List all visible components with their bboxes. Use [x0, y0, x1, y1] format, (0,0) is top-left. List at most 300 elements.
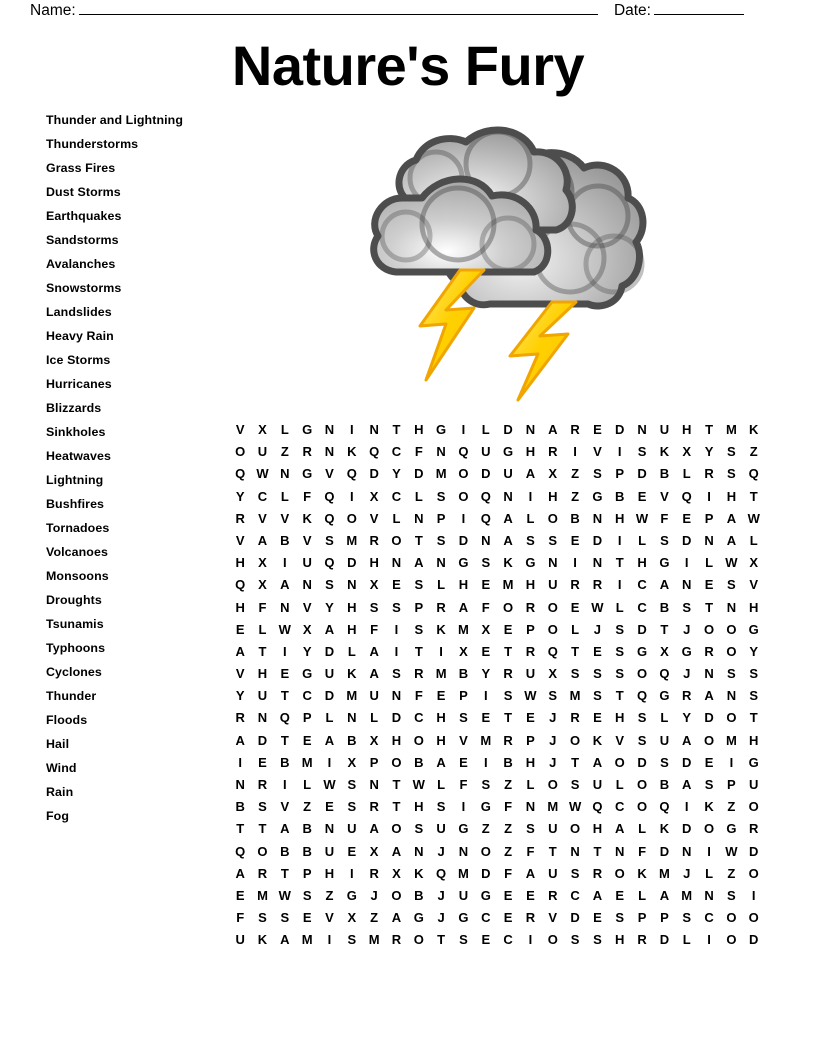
grid-cell[interactable]: E — [481, 710, 491, 726]
grid-cell[interactable]: K — [659, 821, 670, 837]
grid-cell[interactable]: O — [458, 488, 469, 504]
grid-cell[interactable]: V — [235, 532, 245, 548]
grid-cell[interactable]: A — [592, 754, 603, 770]
grid-cell[interactable]: V — [280, 799, 290, 815]
grid-cell[interactable]: N — [391, 688, 402, 704]
grid-cell[interactable]: C — [257, 488, 268, 504]
grid-cell[interactable]: V — [235, 422, 245, 437]
grid-cell[interactable]: R — [414, 666, 424, 682]
grid-cell[interactable]: T — [705, 599, 714, 615]
grid-cell[interactable]: C — [637, 577, 647, 593]
grid-cell[interactable]: E — [593, 422, 602, 437]
grid-cell[interactable]: W — [256, 466, 269, 482]
grid-cell[interactable]: L — [705, 555, 714, 571]
grid-cell[interactable]: R — [704, 466, 714, 482]
grid-cell[interactable]: I — [283, 643, 287, 659]
grid-cell[interactable]: A — [280, 577, 290, 593]
grid-cell[interactable]: N — [570, 843, 580, 859]
grid-cell[interactable]: S — [570, 666, 580, 682]
grid-cell[interactable]: U — [503, 466, 513, 482]
grid-cell[interactable]: M — [435, 466, 447, 482]
grid-cell[interactable]: P — [704, 510, 714, 526]
grid-cell[interactable]: X — [347, 754, 357, 770]
grid-cell[interactable]: Z — [571, 466, 580, 482]
grid-cell[interactable]: A — [659, 887, 670, 903]
grid-cell[interactable]: U — [659, 732, 670, 748]
grid-cell[interactable]: Q — [547, 643, 558, 659]
grid-cell[interactable]: G — [659, 688, 670, 704]
grid-cell[interactable]: J — [683, 666, 691, 682]
grid-cell[interactable]: M — [658, 865, 670, 881]
grid-cell[interactable]: W — [747, 510, 760, 526]
grid-cell[interactable]: T — [660, 621, 669, 637]
grid-cell[interactable]: P — [414, 599, 424, 615]
grid-cell[interactable]: D — [391, 710, 402, 726]
grid-cell[interactable]: G — [503, 444, 514, 460]
grid-cell[interactable]: V — [235, 666, 245, 682]
grid-cell[interactable]: P — [637, 910, 647, 926]
grid-cell[interactable]: G — [302, 466, 313, 482]
grid-cell[interactable]: X — [749, 555, 759, 571]
grid-cell[interactable]: K — [347, 666, 357, 682]
grid-cell[interactable]: P — [369, 754, 379, 770]
grid-cell[interactable]: L — [615, 599, 624, 615]
grid-cell[interactable]: A — [659, 577, 670, 593]
grid-cell[interactable]: U — [458, 887, 469, 903]
grid-cell[interactable]: U — [548, 865, 558, 881]
grid-cell[interactable]: D — [637, 466, 647, 482]
grid-cell[interactable]: M — [301, 754, 313, 770]
grid-cell[interactable]: S — [615, 643, 625, 659]
grid-cell[interactable]: A — [414, 555, 424, 571]
grid-cell[interactable]: A — [436, 754, 446, 770]
grid-cell[interactable]: O — [637, 666, 648, 682]
grid-cell[interactable]: X — [258, 422, 267, 437]
grid-cell[interactable]: G — [525, 555, 536, 571]
grid-cell[interactable]: X — [258, 577, 267, 593]
grid-cell[interactable]: M — [681, 887, 693, 903]
grid-cell[interactable]: V — [302, 532, 312, 548]
grid-cell[interactable]: N — [726, 688, 737, 704]
grid-cell[interactable]: S — [414, 621, 424, 637]
grid-cell[interactable]: H — [726, 488, 737, 504]
grid-cell[interactable]: O — [726, 643, 737, 659]
grid-cell[interactable]: R — [369, 799, 379, 815]
grid-cell[interactable]: G — [480, 799, 491, 815]
grid-cell[interactable]: I — [394, 643, 399, 659]
grid-cell[interactable]: Q — [279, 710, 290, 726]
grid-cell[interactable]: P — [727, 777, 736, 792]
grid-cell[interactable]: O — [480, 843, 491, 859]
grid-cell[interactable]: N — [503, 488, 513, 504]
grid-cell[interactable]: I — [327, 754, 332, 770]
grid-cell[interactable]: X — [392, 865, 401, 881]
grid-cell[interactable]: M — [458, 865, 469, 881]
grid-cell[interactable]: S — [727, 666, 736, 682]
grid-cell[interactable]: D — [704, 710, 714, 726]
grid-cell[interactable]: X — [369, 843, 379, 859]
grid-cell[interactable]: Z — [504, 821, 513, 837]
grid-cell[interactable]: N — [280, 466, 290, 482]
grid-cell[interactable]: B — [659, 777, 670, 792]
grid-cell[interactable]: S — [749, 666, 759, 682]
grid-cell[interactable]: U — [525, 666, 536, 682]
grid-cell[interactable]: U — [324, 843, 335, 859]
grid-cell[interactable]: C — [570, 887, 580, 903]
grid-cell[interactable]: S — [302, 887, 312, 903]
grid-cell[interactable]: S — [593, 666, 602, 682]
grid-cell[interactable]: V — [302, 599, 312, 615]
grid-cell[interactable]: M — [346, 688, 358, 704]
grid-cell[interactable]: J — [437, 843, 445, 859]
grid-cell[interactable]: L — [392, 510, 401, 526]
grid-cell[interactable]: S — [727, 887, 736, 903]
grid-cell[interactable]: L — [638, 887, 647, 903]
grid-cell[interactable]: R — [302, 444, 312, 460]
grid-cell[interactable]: A — [503, 532, 513, 548]
grid-cell[interactable]: D — [324, 643, 335, 659]
grid-cell[interactable]: Y — [749, 643, 759, 659]
grid-cell[interactable]: Z — [571, 488, 580, 504]
grid-cell[interactable]: A — [704, 688, 714, 704]
grid-cell[interactable]: N — [637, 422, 647, 437]
grid-cell[interactable]: Z — [481, 821, 490, 837]
grid-cell[interactable]: V — [593, 444, 602, 460]
grid-cell[interactable]: S — [280, 910, 290, 926]
grid-cell[interactable]: J — [683, 865, 691, 881]
grid-cell[interactable]: R — [570, 710, 580, 726]
grid-cell[interactable]: N — [347, 577, 357, 593]
grid-cell[interactable]: S — [325, 532, 334, 548]
grid-cell[interactable]: N — [324, 444, 335, 460]
grid-cell[interactable]: G — [458, 555, 469, 571]
grid-cell[interactable]: E — [235, 887, 245, 903]
grid-cell[interactable]: N — [481, 532, 491, 548]
grid-cell[interactable]: I — [751, 887, 756, 903]
grid-cell[interactable]: I — [483, 754, 488, 770]
grid-cell[interactable]: R — [548, 444, 558, 460]
grid-cell[interactable]: O — [703, 821, 715, 837]
grid-cell[interactable]: N — [235, 777, 245, 792]
grid-cell[interactable]: T — [504, 643, 513, 659]
grid-cell[interactable]: O — [391, 754, 402, 770]
grid-cell[interactable]: O — [235, 444, 246, 460]
grid-cell[interactable]: F — [414, 444, 423, 460]
grid-cell[interactable]: Q — [480, 510, 491, 526]
grid-cell[interactable]: D — [347, 555, 357, 571]
grid-cell[interactable]: L — [325, 710, 334, 726]
grid-cell[interactable]: S — [481, 777, 491, 792]
grid-cell[interactable]: G — [302, 666, 313, 682]
grid-cell[interactable]: E — [682, 510, 692, 526]
grid-cell[interactable]: K — [257, 932, 268, 948]
grid-cell[interactable]: S — [727, 577, 736, 593]
grid-cell[interactable]: U — [548, 821, 558, 837]
grid-cell[interactable]: E — [302, 732, 312, 748]
grid-cell[interactable]: M — [368, 932, 380, 948]
grid-cell[interactable]: I — [617, 532, 622, 548]
grid-cell[interactable]: W — [278, 621, 291, 637]
grid-cell[interactable]: P — [302, 865, 312, 881]
grid-cell[interactable]: T — [392, 799, 401, 815]
grid-cell[interactable]: M — [435, 666, 447, 682]
grid-cell[interactable]: E — [258, 754, 267, 770]
grid-cell[interactable]: H — [414, 422, 424, 437]
grid-cell[interactable]: N — [615, 843, 625, 859]
grid-cell[interactable]: H — [257, 666, 268, 682]
grid-cell[interactable]: O — [346, 510, 357, 526]
grid-cell[interactable]: X — [548, 666, 558, 682]
grid-cell[interactable]: L — [303, 777, 312, 792]
grid-cell[interactable]: E — [526, 710, 535, 726]
grid-cell[interactable]: S — [258, 910, 267, 926]
grid-cell[interactable]: X — [682, 444, 692, 460]
grid-cell[interactable]: S — [637, 444, 647, 460]
grid-cell[interactable]: O — [614, 865, 625, 881]
grid-cell[interactable]: N — [347, 710, 357, 726]
grid-cell[interactable]: C — [414, 710, 424, 726]
grid-cell[interactable]: J — [549, 754, 557, 770]
grid-cell[interactable]: S — [392, 666, 401, 682]
grid-cell[interactable]: Y — [481, 666, 491, 682]
grid-cell[interactable]: R — [369, 865, 379, 881]
grid-cell[interactable]: E — [526, 887, 535, 903]
grid-cell[interactable]: S — [526, 532, 535, 548]
grid-cell[interactable]: H — [525, 754, 536, 770]
grid-cell[interactable]: Z — [504, 777, 513, 792]
grid-cell[interactable]: H — [615, 510, 625, 526]
grid-cell[interactable]: V — [660, 488, 669, 504]
grid-cell[interactable]: T — [571, 643, 580, 659]
grid-cell[interactable]: Q — [436, 865, 447, 881]
grid-cell[interactable]: Q — [458, 444, 469, 460]
grid-cell[interactable]: E — [347, 843, 357, 859]
grid-cell[interactable]: B — [615, 488, 625, 504]
grid-cell[interactable]: O — [748, 910, 759, 926]
grid-cell[interactable]: T — [615, 688, 624, 704]
grid-cell[interactable]: D — [682, 821, 692, 837]
grid-cell[interactable]: F — [526, 843, 535, 859]
grid-cell[interactable]: R — [503, 666, 513, 682]
grid-cell[interactable]: G — [413, 910, 424, 926]
grid-cell[interactable]: E — [481, 932, 491, 948]
grid-cell[interactable]: E — [235, 621, 245, 637]
grid-cell[interactable]: I — [349, 422, 354, 437]
grid-cell[interactable]: D — [749, 932, 759, 948]
grid-cell[interactable]: G — [726, 821, 737, 837]
grid-cell[interactable]: O — [703, 732, 715, 748]
grid-cell[interactable]: N — [458, 843, 469, 859]
grid-cell[interactable]: U — [481, 444, 491, 460]
grid-cell[interactable]: U — [302, 555, 312, 571]
grid-cell[interactable]: Z — [727, 865, 736, 881]
grid-cell[interactable]: F — [504, 799, 513, 815]
grid-cell[interactable]: M — [346, 532, 358, 548]
grid-cell[interactable]: E — [570, 532, 580, 548]
grid-cell[interactable]: B — [302, 821, 312, 837]
grid-cell[interactable]: E — [593, 910, 602, 926]
grid-cell[interactable]: V — [459, 732, 468, 748]
grid-cell[interactable]: V — [258, 510, 267, 526]
grid-cell[interactable]: F — [414, 688, 423, 704]
grid-cell[interactable]: U — [347, 821, 357, 837]
grid-cell[interactable]: H — [235, 599, 245, 615]
grid-cell[interactable]: Q — [659, 799, 670, 815]
grid-cell[interactable]: I — [528, 488, 533, 504]
grid-cell[interactable]: R — [570, 422, 580, 437]
grid-cell[interactable]: X — [459, 643, 468, 659]
grid-cell[interactable]: A — [525, 466, 536, 482]
grid-cell[interactable]: L — [258, 621, 267, 637]
grid-cell[interactable]: M — [257, 887, 268, 903]
grid-cell[interactable]: C — [503, 932, 513, 948]
grid-cell[interactable]: I — [461, 799, 466, 815]
grid-cell[interactable]: L — [414, 488, 423, 504]
grid-cell[interactable]: L — [638, 532, 647, 548]
grid-cell[interactable]: G — [748, 754, 759, 770]
grid-cell[interactable]: S — [727, 466, 736, 482]
grid-cell[interactable]: H — [347, 599, 357, 615]
grid-cell[interactable]: F — [459, 777, 468, 792]
grid-cell[interactable]: N — [436, 444, 446, 460]
grid-cell[interactable]: R — [235, 510, 245, 526]
grid-cell[interactable]: E — [481, 643, 491, 659]
grid-cell[interactable]: K — [347, 444, 357, 460]
grid-cell[interactable]: R — [503, 732, 513, 748]
grid-cell[interactable]: D — [749, 843, 759, 859]
grid-cell[interactable]: I — [238, 754, 242, 770]
grid-cell[interactable]: D — [458, 532, 469, 548]
grid-cell[interactable]: S — [503, 688, 513, 704]
grid-cell[interactable]: K — [503, 555, 513, 571]
grid-cell[interactable]: V — [280, 510, 290, 526]
grid-cell[interactable]: Q — [346, 466, 357, 482]
grid-cell[interactable]: T — [258, 821, 267, 837]
grid-cell[interactable]: D — [324, 688, 335, 704]
grid-cell[interactable]: I — [461, 422, 466, 437]
grid-cell[interactable]: A — [615, 821, 625, 837]
grid-cell[interactable]: E — [436, 688, 446, 704]
grid-cell[interactable]: I — [573, 444, 577, 460]
grid-cell[interactable]: B — [570, 510, 580, 526]
grid-cell[interactable]: H — [525, 444, 536, 460]
grid-cell[interactable]: X — [369, 732, 379, 748]
grid-cell[interactable]: S — [481, 555, 491, 571]
grid-cell[interactable]: Q — [235, 843, 246, 859]
grid-cell[interactable]: A — [324, 732, 335, 748]
grid-cell[interactable]: W — [725, 843, 738, 859]
grid-cell[interactable]: Q — [324, 555, 335, 571]
grid-cell[interactable]: W — [412, 777, 425, 792]
grid-cell[interactable]: I — [483, 688, 488, 704]
grid-cell[interactable]: M — [502, 577, 514, 593]
grid-cell[interactable]: S — [436, 488, 446, 504]
grid-cell[interactable]: P — [459, 688, 468, 704]
grid-cell[interactable]: S — [637, 732, 647, 748]
grid-cell[interactable]: L — [526, 510, 535, 526]
grid-cell[interactable]: O — [257, 843, 268, 859]
grid-cell[interactable]: J — [593, 621, 602, 637]
grid-cell[interactable]: Q — [480, 488, 491, 504]
grid-cell[interactable]: D — [369, 466, 379, 482]
grid-cell[interactable]: N — [726, 599, 737, 615]
grid-cell[interactable]: D — [659, 843, 670, 859]
grid-cell[interactable]: W — [323, 777, 336, 792]
grid-cell[interactable]: N — [257, 710, 268, 726]
grid-cell[interactable]: L — [526, 777, 535, 792]
grid-cell[interactable]: N — [548, 555, 558, 571]
grid-cell[interactable]: N — [704, 532, 714, 548]
grid-cell[interactable]: S — [414, 577, 424, 593]
grid-cell[interactable]: H — [525, 577, 536, 593]
grid-cell[interactable]: H — [749, 732, 759, 748]
grid-cell[interactable]: Q — [637, 688, 648, 704]
grid-cell[interactable]: A — [324, 621, 335, 637]
grid-cell[interactable]: H — [548, 488, 558, 504]
grid-cell[interactable]: C — [391, 444, 402, 460]
grid-cell[interactable]: R — [525, 599, 536, 615]
grid-cell[interactable]: M — [725, 732, 737, 748]
grid-cell[interactable]: G — [592, 488, 603, 504]
grid-cell[interactable]: R — [525, 910, 536, 926]
grid-cell[interactable]: S — [570, 777, 580, 792]
grid-cell[interactable]: U — [235, 932, 245, 948]
grid-cell[interactable]: S — [570, 932, 580, 948]
grid-cell[interactable]: O — [413, 732, 424, 748]
grid-cell[interactable]: L — [437, 577, 446, 593]
grid-cell[interactable]: E — [615, 887, 625, 903]
grid-cell[interactable]: O — [413, 932, 424, 948]
grid-cell[interactable]: A — [548, 422, 558, 437]
grid-cell[interactable]: A — [726, 532, 737, 548]
grid-cell[interactable]: A — [682, 732, 692, 748]
grid-cell[interactable]: O — [547, 932, 558, 948]
grid-cell[interactable]: C — [391, 488, 402, 504]
grid-cell[interactable]: L — [481, 422, 490, 437]
grid-cell[interactable]: X — [660, 643, 669, 659]
grid-cell[interactable]: Q — [324, 488, 335, 504]
grid-cell[interactable]: H — [615, 932, 625, 948]
grid-cell[interactable]: S — [459, 932, 468, 948]
grid-cell[interactable]: I — [283, 777, 287, 792]
grid-cell[interactable]: H — [682, 422, 692, 437]
grid-cell[interactable]: R — [548, 887, 558, 903]
grid-cell[interactable]: E — [503, 910, 513, 926]
grid-cell[interactable]: H — [749, 599, 759, 615]
grid-cell[interactable]: E — [481, 577, 491, 593]
grid-cell[interactable]: N — [369, 777, 379, 792]
grid-cell[interactable]: K — [414, 865, 424, 881]
grid-cell[interactable]: M — [569, 688, 581, 704]
grid-cell[interactable]: L — [660, 710, 669, 726]
grid-cell[interactable]: S — [347, 777, 357, 792]
grid-cell[interactable]: X — [347, 910, 357, 926]
grid-cell[interactable]: E — [503, 621, 513, 637]
grid-cell[interactable]: B — [414, 754, 424, 770]
grid-cell[interactable]: U — [436, 821, 446, 837]
grid-cell[interactable]: A — [391, 843, 402, 859]
grid-cell[interactable]: V — [325, 910, 334, 926]
grid-cell[interactable]: N — [592, 510, 603, 526]
grid-cell[interactable]: F — [370, 621, 379, 637]
grid-cell[interactable]: P — [526, 732, 535, 748]
grid-cell[interactable]: X — [369, 577, 379, 593]
grid-cell[interactable]: E — [570, 599, 580, 615]
grid-cell[interactable]: Y — [325, 599, 334, 615]
grid-cell[interactable]: E — [704, 754, 714, 770]
grid-cell[interactable]: D — [637, 754, 647, 770]
grid-cell[interactable]: I — [439, 643, 443, 659]
